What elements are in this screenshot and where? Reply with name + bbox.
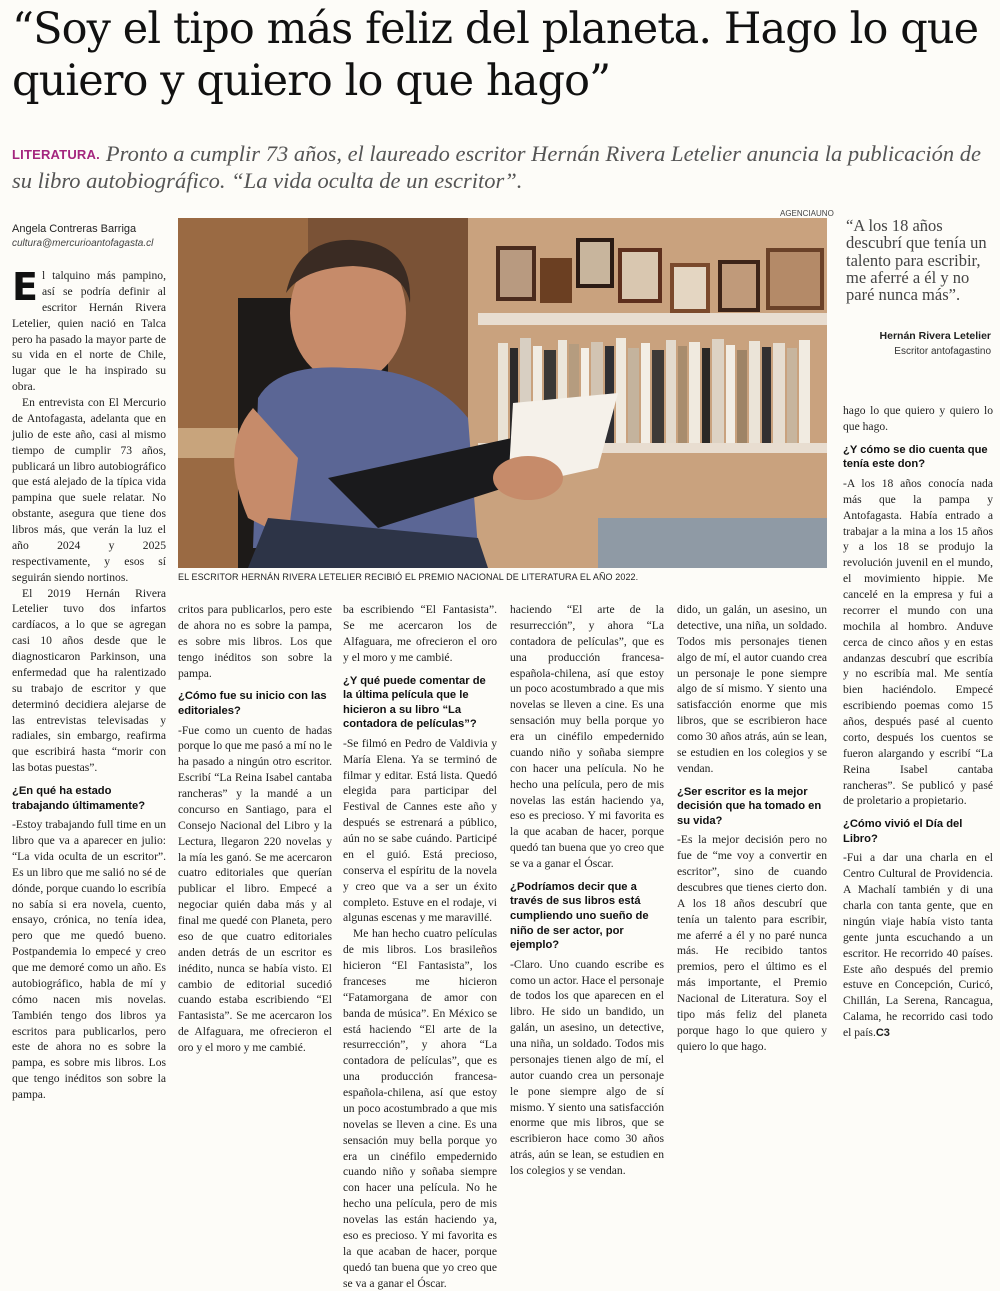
answer-continuation: ba escribiendo “El Fantasista”. Se me acercaron los de Alfaguara, me ofrecieron el oro y el moro y me cambié. xyxy=(343,603,497,664)
question-heading: ¿Ser escritor es la mejor decisión que ha tomado en su vida? xyxy=(677,785,822,827)
answer-paragraph: -A los 18 años conocía nada más que la pampa y Antofagasta. Había entrado a trabajar a la mina a los 15 años y a los 18 se produjo la revolución juvenil en el mundo, el movimiento hippie. Me cancelé en la empresa y fui a recorrer el mundo con una mochila al hombro. Anduve cerca de cinco años y en estas andanzas descubrí que escribía y no escribía mal. Me sentía bien haciéndolo. Empecé escribiendo poemas como 15 años, después pasé al cuento corto, después los cuentos se fueron alargando y escribí “La Reina Isabel cantaba rancheras”. Se publicó y pasé de proletario a propietario. xyxy=(843,476,993,808)
headline: “Soy el tipo más feliz del planeta. Hago lo que quiero y quiero lo que hago” xyxy=(12,4,979,106)
body-column-5 xyxy=(677,602,827,1053)
answer-continuation: dido, un galán, un asesino, un detective, una niña, un soldado. Todos mis personajes tienen algo de mí, el autor cuando crea un personaje le pone siempre algo de sí mismo. Y siento una satisfacción enorme que mis libros, que se escribieron hace como 30 años atrás, aún se lean, se estudien en los colegios y se vendan. xyxy=(677,603,827,775)
body-column-2 xyxy=(178,602,332,1054)
body-column-1 xyxy=(12,265,166,1101)
body-paragraph: El talquino más pampino, así se podría definir al escritor Hernán Rivera Letelier, quien nació en Talca pero ha pasado la mayor parte de su vida en el norte de Chile, lugar que le ha inspirado su obra. xyxy=(12,265,166,394)
question-heading: ¿Cómo vivió el Día del Libro? xyxy=(843,818,963,845)
answer-continuation: hago lo que quiero y quiero lo que hago. xyxy=(843,404,993,433)
pull-quote: “A los 18 años descubrí que tenía un talento para escribir, me aferré a él y no paré nunca más”. xyxy=(846,216,987,305)
body-column-6 xyxy=(843,403,993,1039)
article-photo xyxy=(178,218,827,568)
answer-paragraph: -Fui a dar una charla en el Centro Cultural de Providencia. A Machalí también y di una charla con tanta gente, que en ningún viaje había visto tanta gente junta escuchando a un escritor. He recorrido 40 países. Este año después del premio estuve en Concepción, Curicó, Chillán, La Serena, Rancagua, Calama, he recorrido casi todo el país.C3 xyxy=(843,851,993,1039)
photo-caption: EL ESCRITOR HERNÁN RIVERA LETELIER RECIBIÓ EL PREMIO NACIONAL DE LITERATURA EL AÑO 2022. xyxy=(178,572,639,582)
body-paragraph: El 2019 Hernán Rivera Letelier tuvo dos infartos cardíacos, a lo que se agregan casi 10 años desde que le diagnosticaron Parkinson, una enfermedad que ha ralentizado su trabajo de escritor y que determinó decidiera alejarse de las entrevistas televisadas y radiales, sin embargo, reafirma que escribirá hasta “morir con las botas puestas”. xyxy=(12,586,166,775)
answer-continuation: critos para publicarlos, pero este de ahora no es sobre la pampa, es sobre mis libros. Los que tengo inéditos son sobre la pampa. xyxy=(178,603,332,680)
byline xyxy=(12,223,172,249)
body-paragraph: En entrevista con El Mercurio de Antofagasta, adelanta que en julio de este año, casi al mismo tiempo de cumplir 73 años, publicará un libro autobiográfico que está alejado de la típica vida pampina que suele relatar. No obstante, asegura que tiene dos libros más, que verán la luz el año 2024 y 2025 respectivamente, y esos sí seguirán siendo nortinos. xyxy=(12,396,166,584)
answer-paragraph: Me han hecho cuatro películas de mis libros. Los brasileños hicieron “El Fantasista”, los franceses me hicieron “Fatamorgana de amor con banda de música”. En México se está haciendo “El arte de la resurrección”, y ahora “La contadora de películas”, que es una producción francesa-española-chilena, así que estoy un poco acostumbrado a que mis novelas se lleven a cine. Es una sensación muy bella porque yo era un cinéfilo empedernido cuando niño y soñaba siempre con hacer una película. No he hecho una película, pero de mis novelas las están haciendo ya, eso es precioso. Y mi favorita es la que acaban de hacer, porque quedó tan buena que yo creo que se va a ganar el Óscar. xyxy=(343,927,497,1290)
answer-paragraph: -Estoy trabajando full time en un libro que va a aparecer en julio: “La vida oculta de un escritor”. Es un libro que me salió no sé de dónde, porque cuando lo escribía no sabía si era novela, cuento, ensayo, crónica, no tenía idea, pero que me quedó bueno. Postpandemia lo empecé y creo que me demoré como un año. Es autobiográfico, habla de mí y cómo nacen mis novelas. También tengo dos libros ya escritos para publicarlos, pero este de ahora no es sobre la pampa, es sobre mis libros. Los que tengo inéditos son sobre la pampa. xyxy=(12,818,166,1101)
answer-paragraph: -Fue como un cuento de hadas porque lo que me pasó a mí no le ha pasado a ningún otro escritor. Escribí “La Reina Isabel cantaba rancheras” y la mandé a un concurso en Santiago, para el Consejo Nacional del Libro y la Lectura, llegaron 220 novelas y la mía les ganó. Se me acercaron cuatro editoriales que querían publicar el libro. Empecé a negociar quién daba más y al final me quedé con Planeta, pero eso de que cuatro editoriales anden detrás de un escritor es inédito, nunca se había visto. El cambio de editorial sucedió cuando estaba escribiendo “El Fantasista”. Se me acercaron los de Alfaguara, me ofrecieron el oro y el moro y me cambié. xyxy=(178,723,332,1054)
pull-quote-author: Hernán Rivera Letelier xyxy=(879,330,991,342)
author-name: Angela Contreras Barriga xyxy=(12,223,137,235)
body-column-3 xyxy=(343,602,497,1290)
pull-quote-role: Escritor antofagastino xyxy=(894,346,991,357)
answer-paragraph: -Es la mejor decisión pero no fue de “me voy a convertir en escritor”, sino de cuando descubres que tienes cierto don. A los 18 años descubrí que tenía un talento para escribir, me aferré a él y no paré nunca más. He recibido tantos premios, pero el último es el más importante, el Premio Nacional de Literatura. Soy el tipo más feliz del planeta porque hago lo que quiero y quiero lo que hago. xyxy=(677,833,827,1053)
question-heading: ¿Y cómo se dio cuenta que tenía este don? xyxy=(843,443,988,471)
lead-paragraph xyxy=(12,140,987,194)
answer-paragraph: -Se filmó en Pedro de Valdivia y María Elena. Ya se terminó de filmar y editar. Está lista. Quedó elegida para participar del Festival de Cannes este año y después se estrenará a público, aún no se sabe cuándo. Participé en el guió. Está precioso, conserva el espíritu de la novela y creo que va a ser un éxito completo. Estuve en el rodaje, vi algunas escenas y me maravillé. xyxy=(343,736,497,925)
question-heading: ¿Podríamos decir que a través de sus libros está cumpliendo uno sueño de niño de ser actor, por ejemplo? xyxy=(510,880,649,952)
answer-paragraph: -Claro. Uno cuando escribe es como un actor. Hace el personaje de todos los que aparecen en el libro. He sido un bandido, un galán, un asesino, un detective, una niña, un soldado. Todos mis personajes tienen algo de mí, el autor cuando crea un personaje le pone siempre algo de sí mismo. Y siento una satisfacción enorme que mis libros, que se escribieron hace como 30 años atrás, aún se lean, se estudien en los colegios y se vendan. xyxy=(510,957,664,1178)
question-heading: ¿En qué ha estado trabajando últimamente? xyxy=(12,785,146,812)
section-label: LITERATURA. xyxy=(12,147,100,162)
photo-credit: AGENCIAUNO xyxy=(780,209,834,218)
photo-illustration xyxy=(178,218,827,568)
end-mark: C3 xyxy=(875,1027,890,1039)
drop-cap: E xyxy=(12,265,38,309)
lead-text: Pronto a cumplir 73 años, el laureado escritor Hernán Rivera Letelier anuncia la publicación de su libro autobiográfico. “La vida oculta de un escritor”. xyxy=(12,141,981,193)
author-email: cultura@mercurioantofagasta.cl xyxy=(12,238,154,249)
question-heading: ¿Cómo fue su inicio con las editoriales? xyxy=(178,690,327,717)
answer-continuation: haciendo “El arte de la resurrección”, y ahora “La contadora de películas”, que es una producción francesa-española-chilena, así que estoy un poco acostumbrado a que mis novelas se lleven a cine. Es una sensación muy bella porque yo era un cinéfilo empedernido cuando niño y soñaba siempre con hacer una película. No he hecho una película, pero de mis novelas las están haciendo ya, eso es precioso. Y mi favorita es la que acaban de hacer, porque quedó tan buena que yo creo que se va a ganar el Óscar. xyxy=(510,603,664,870)
body-column-4 xyxy=(510,602,664,1178)
question-heading: ¿Y qué puede comentar de la última película que le hicieron a su libro “La contadora de películas”? xyxy=(343,674,486,731)
